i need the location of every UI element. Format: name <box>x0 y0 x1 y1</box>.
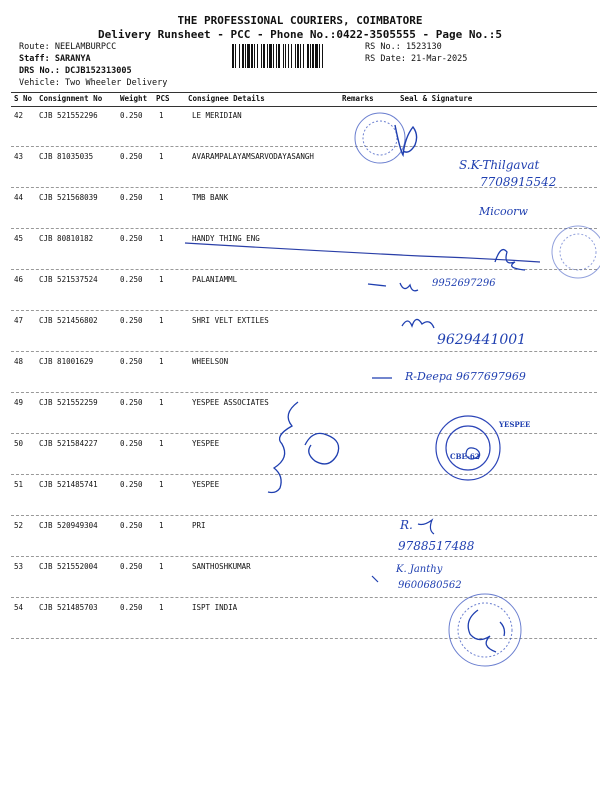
row-consignment: CJB 521485741 <box>39 480 98 489</box>
row-consignee: HANDY THING ENG <box>192 234 260 243</box>
row-pcs: 1 <box>159 193 164 202</box>
row-weight: 0.250 <box>120 357 143 366</box>
row-consignee: SHRI VELT EXTILES <box>192 316 269 325</box>
row-consignment: CJB 521552004 <box>39 562 98 571</box>
row-sno: 53 <box>14 562 24 571</box>
row-weight: 0.250 <box>120 111 143 120</box>
row-sno: 46 <box>14 275 24 284</box>
stamp-row-54 <box>449 594 521 666</box>
col-consignee: Consignee Details <box>188 94 265 103</box>
handwritten-phone-row-46: 9952697296 <box>432 278 496 289</box>
handwritten-name-row-52: R. <box>400 518 413 532</box>
col-remarks: Remarks <box>342 94 374 103</box>
row-pcs: 1 <box>159 480 164 489</box>
row-weight: 0.250 <box>120 439 143 448</box>
col-seal-signature: Seal & Signature <box>400 94 473 103</box>
col-pcs: PCS <box>156 94 170 103</box>
handwritten-name-phone-row-48: R-Deepa 9677697969 <box>405 370 526 383</box>
row-consignee: YESPEE <box>192 480 220 489</box>
row-pcs: 1 <box>159 111 164 120</box>
row-weight: 0.250 <box>120 152 143 161</box>
row-sno: 50 <box>14 439 24 448</box>
scribble-line-row-45 <box>185 243 540 262</box>
row-pcs: 1 <box>159 562 164 571</box>
brace-rows-49-51 <box>268 402 298 493</box>
row-consignment: CJB 521456802 <box>39 316 98 325</box>
row-consignee: PRI <box>192 521 206 530</box>
row-consignment: CJB 520949304 <box>39 521 98 530</box>
row-weight: 0.250 <box>120 398 143 407</box>
row-consignee: PALANIAMML <box>192 275 238 284</box>
row-pcs: 1 <box>159 152 164 161</box>
vehicle-label: Vehicle: Two Wheeler Delivery <box>19 78 168 88</box>
handwritten-phone-row-52: 9788517488 <box>398 539 475 553</box>
staff-label: Staff: SARANYA <box>19 54 91 64</box>
row-sno: 54 <box>14 603 24 612</box>
stamp-text-row-50: YESPEE <box>499 420 531 429</box>
col-weight: Weight <box>120 94 148 103</box>
row-weight: 0.250 <box>120 275 143 284</box>
row-sno: 43 <box>14 152 24 161</box>
row-consignee: WHEELSON <box>192 357 229 366</box>
stamp-code-row-50: CBE-62 <box>450 452 480 461</box>
route-label: Route: NEELAMBURPCC <box>19 42 117 52</box>
signature-row-42 <box>395 125 417 155</box>
row-sno: 49 <box>14 398 24 407</box>
row-pcs: 1 <box>159 398 164 407</box>
handwritten-name-row-43: S.K-Thilgavat <box>459 158 540 172</box>
row-consignee: TMB BANK <box>192 193 229 202</box>
stamp-row-44 <box>552 226 600 278</box>
col-consignment: Consignment No <box>39 94 103 103</box>
row-sno: 47 <box>14 316 24 325</box>
row-sno: 42 <box>14 111 24 120</box>
signature-row-47 <box>402 319 434 328</box>
mark-row-53 <box>372 576 378 582</box>
row-consignment: CJB 81035035 <box>39 152 94 161</box>
row-consignment: CJB 521568039 <box>39 193 98 202</box>
row-weight: 0.250 <box>120 562 143 571</box>
signature-row-46 <box>368 283 418 291</box>
runsheet-subtitle: Delivery Runsheet - PCC - Phone No.:0422-3505555 - Page No.:5 <box>98 28 502 41</box>
row-consignment: CJB 521552259 <box>39 398 98 407</box>
handwritten-phone-row-47: 9629441001 <box>437 332 527 348</box>
row-pcs: 1 <box>159 275 164 284</box>
row-consignee: YESPEE <box>192 439 220 448</box>
row-consignment: CJB 521584227 <box>39 439 98 448</box>
row-weight: 0.250 <box>120 480 143 489</box>
row-sno: 44 <box>14 193 24 202</box>
handwritten-note-row-44: Micoorw <box>479 205 528 218</box>
stamp-row-50 <box>436 416 500 480</box>
row-pcs: 1 <box>159 439 164 448</box>
row-consignee: ISPT INDIA <box>192 603 238 612</box>
row-sno: 45 <box>14 234 24 243</box>
drs-number: DRS No.: DCJB152313005 <box>19 66 132 76</box>
signature-row-52 <box>418 520 434 534</box>
row-consignment: CJB 521552296 <box>39 111 98 120</box>
row-pcs: 1 <box>159 357 164 366</box>
row-sno: 51 <box>14 480 24 489</box>
row-weight: 0.250 <box>120 603 143 612</box>
rs-date: RS Date: 21-Mar-2025 <box>365 54 468 64</box>
company-title: THE PROFESSIONAL COURIERS, COIMBATORE <box>177 14 423 27</box>
row-sno: 48 <box>14 357 24 366</box>
row-pcs: 1 <box>159 234 164 243</box>
row-pcs: 1 <box>159 316 164 325</box>
handwritten-phone-row-43: 7708915542 <box>480 175 557 189</box>
row-pcs: 1 <box>159 521 164 530</box>
row-sno: 52 <box>14 521 24 530</box>
col-sno: S No <box>14 94 33 103</box>
row-weight: 0.250 <box>120 193 143 202</box>
row-consignment: CJB 521537524 <box>39 275 98 284</box>
row-consignee: AVARAMPALAYAMSARVODAYASANGH <box>192 152 314 161</box>
signature-row-54 <box>468 610 504 652</box>
row-pcs: 1 <box>159 603 164 612</box>
row-consignment: CJB 521485703 <box>39 603 98 612</box>
row-weight: 0.250 <box>120 234 143 243</box>
handwritten-name-row-53: K. Janthy <box>396 564 443 575</box>
row-consignee: SANTHOSHKUMAR <box>192 562 251 571</box>
row-weight: 0.250 <box>120 521 143 530</box>
row-consignee: LE MERIDIAN <box>192 111 242 120</box>
squiggle-row-50 <box>305 433 339 464</box>
row-consignment: CJB 81001629 <box>39 357 94 366</box>
row-consignment: CJB 80810182 <box>39 234 94 243</box>
row-weight: 0.250 <box>120 316 143 325</box>
row-consignee: YESPEE ASSOCIATES <box>192 398 269 407</box>
rs-number: RS No.: 1523130 <box>365 42 442 52</box>
handwritten-phone-row-53: 9600680562 <box>398 580 462 591</box>
